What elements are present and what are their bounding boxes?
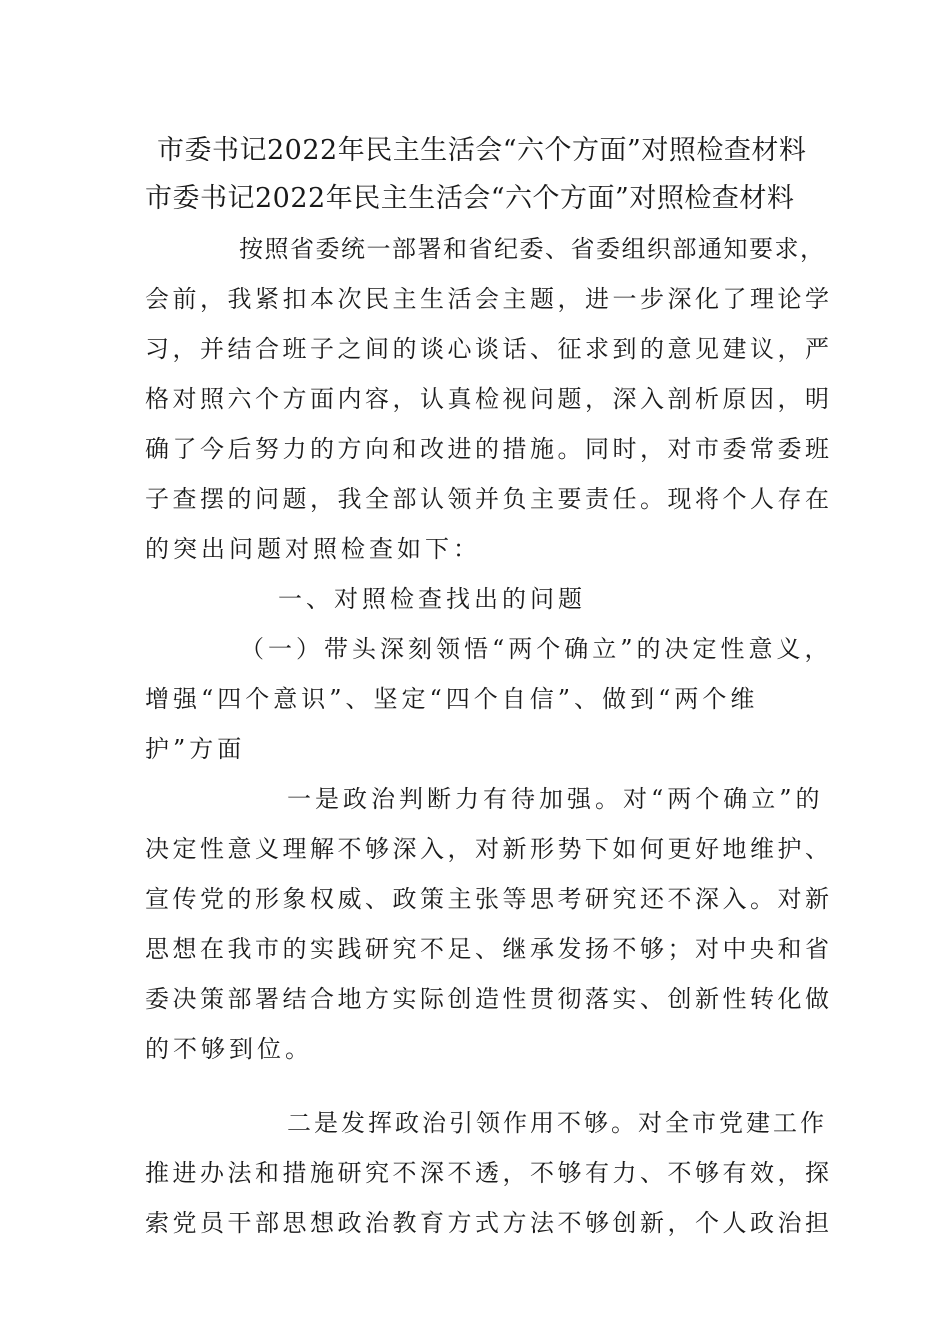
item-2-line-3: 索党员干部思想政治教育方式方法不够创新，个人政治担 — [145, 1209, 833, 1237]
intro-line-3: 习，并结合班子之间的谈心谈话、征求到的意见建议，严 — [145, 335, 833, 363]
item-1-line-1: 一是政治判断力有待加强。对“两个确立”的 — [287, 785, 824, 813]
item-1-line-2: 决定性意义理解不够深入，对新形势下如何更好地维护、 — [145, 835, 833, 863]
document-title-line-1: 市委书记2022年民主生活会“六个方面”对照检查材料 — [157, 135, 807, 166]
intro-line-5: 确了今后努力的方向和改进的措施。同时，对市委常委班 — [145, 435, 833, 463]
item-1-line-3: 宣传党的形象权威、政策主张等思考研究还不深入。对新 — [145, 885, 833, 913]
item-2-line-2: 推进办法和措施研究不深不透，不够有力、不够有效，探 — [145, 1159, 833, 1187]
item-1-line-6: 的不够到位。 — [145, 1035, 313, 1063]
section-1-heading: 一、对照检查找出的问题 — [278, 585, 586, 613]
intro-line-2: 会前，我紧扣本次民主生活会主题，进一步深化了理论学 — [145, 285, 833, 313]
intro-line-4: 格对照六个方面内容，认真检视问题，深入剖析原因，明 — [145, 385, 833, 413]
subsection-1-line-3: 护”方面 — [145, 735, 246, 763]
subsection-1-line-1: （一）带头深刻领悟“两个确立”的决定性意义， — [240, 635, 833, 663]
item-1-line-5: 委决策部署结合地方实际创造性贯彻落实、创新性转化做 — [145, 985, 833, 1013]
intro-line-1: 按照省委统一部署和省纪委、省委组织部通知要求， — [239, 235, 826, 263]
intro-line-7: 的突出问题对照检查如下： — [145, 535, 481, 563]
item-1-line-4: 思想在我市的实践研究不足、继承发扬不够；对中央和省 — [145, 935, 833, 963]
item-2-line-1: 二是发挥政治引领作用不够。对全市党建工作 — [287, 1109, 827, 1137]
intro-line-6: 子查摆的问题，我全部认领并负主要责任。现将个人存在 — [145, 485, 833, 513]
subsection-1-line-2: 增强“四个意识”、坚定“四个自信”、做到“两个维 — [145, 685, 759, 713]
document-title-line-2: 市委书记2022年民主生活会“六个方面”对照检查材料 — [145, 183, 795, 214]
